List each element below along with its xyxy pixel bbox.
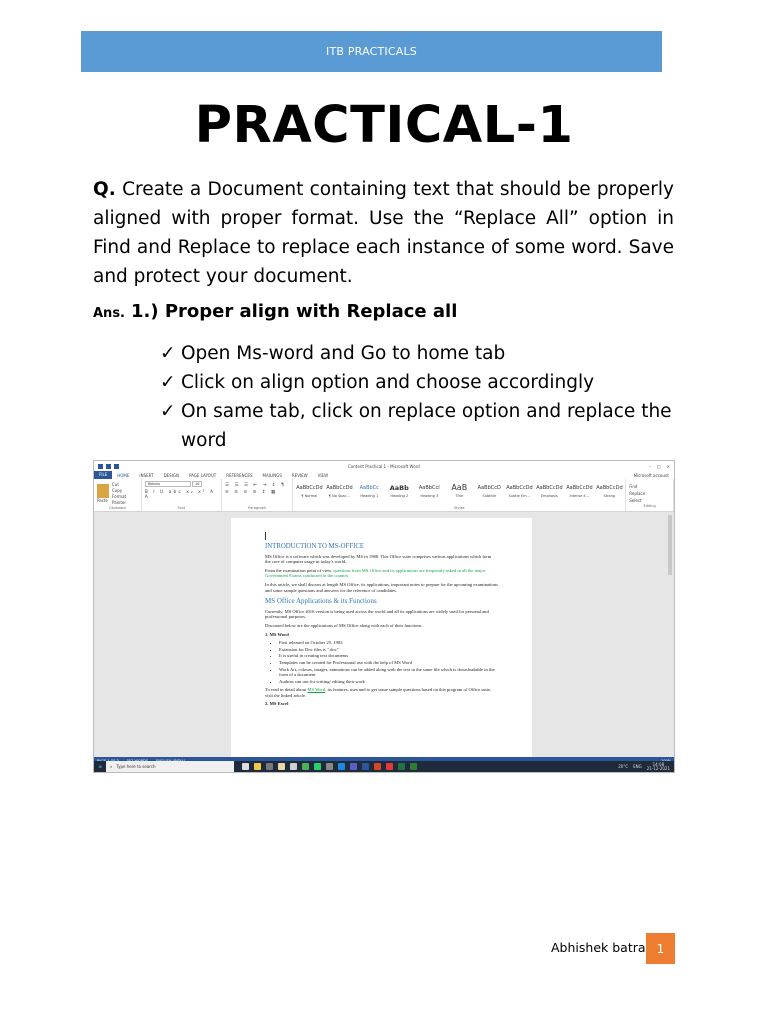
ribbon-tabs — [94, 471, 674, 479]
question-text: Create a Document containing text that should be properly aligned with proper format. Use the “Replace All” option in Find and Replace to replace each instance of some word. Save and protect your document. — [93, 179, 674, 287]
app-icon — [386, 763, 393, 770]
doc-bullet-list — [279, 640, 498, 684]
tab-insert: INSERT — [139, 472, 154, 478]
doc-bullet: • It is useful in creating text documents — [279, 653, 498, 659]
system-tray — [618, 763, 674, 771]
word-screenshot — [93, 460, 675, 773]
doc-paragraph — [265, 687, 498, 698]
doc-paragraph — [265, 568, 498, 579]
vertical-scrollbar — [668, 515, 672, 575]
page-title: PRACTICAL-1 — [194, 96, 574, 155]
font-group — [142, 479, 222, 511]
teams-icon — [350, 763, 357, 770]
doc-text: From the examination point of view, — [265, 567, 334, 573]
app-icon — [266, 763, 273, 770]
style-name: Subtle Em... — [508, 494, 530, 498]
taskbar-apps — [242, 763, 417, 770]
question-label: Q. — [93, 179, 116, 200]
tab-view: VIEW — [317, 472, 329, 478]
doc-bullet: • Templates can be created for Professional use with the help of MS Word — [279, 660, 498, 666]
paste-icon — [97, 484, 109, 498]
excel-icon — [398, 763, 405, 770]
taskbar-clock — [647, 763, 670, 771]
app-icon — [278, 763, 285, 770]
file-explorer-icon — [254, 763, 261, 770]
style-heading-2 — [386, 482, 412, 498]
style-subtitle — [476, 482, 502, 498]
step-text: Click on align option and choose accordingly — [181, 372, 595, 393]
tab-home: HOME — [117, 472, 130, 478]
app-icon — [290, 763, 297, 770]
doc-paragraph: Currently, MS Office 2016 version is being used across the world and all its applications are widely used for personal and professional purposes. — [265, 608, 489, 620]
cut-label: Cut — [112, 482, 119, 487]
style-sample: AaBbCcDd — [596, 485, 623, 491]
whatsapp-icon — [314, 763, 321, 770]
clock-time: 14:08 — [652, 761, 665, 767]
paragraph-group — [222, 479, 293, 511]
style-name: Emphasis — [540, 494, 558, 498]
doc-bullet: • First released on October 25, 1983 — [279, 640, 498, 646]
font-group-label: Font — [177, 506, 186, 510]
clock-date: 21-12-2021 — [646, 765, 670, 771]
chrome-icon — [302, 763, 309, 770]
style-heading-1 — [356, 482, 382, 498]
style-intense-emphasis — [566, 482, 592, 498]
search-icon: ⌕ — [110, 764, 113, 769]
app-icon — [326, 763, 333, 770]
footer-author: Abhishek batra — [551, 940, 646, 955]
style-title — [446, 482, 472, 498]
paragraph-group-label: Paragraph — [248, 506, 267, 510]
ribbon-home — [94, 479, 674, 512]
taskbar-search — [106, 761, 234, 772]
text-cursor — [265, 532, 266, 540]
align-buttons: ≡ ≡ ≡ ≡ ↕ ▦ — [225, 490, 278, 495]
step-item — [160, 397, 680, 455]
answer-label: Ans. — [93, 306, 125, 321]
style-name: Title — [455, 494, 464, 498]
clipboard-group-label: Clipboard — [109, 506, 126, 510]
tab-page-layout: PAGE LAYOUT — [188, 472, 217, 478]
steps-list — [160, 339, 680, 455]
style-name: Heading 3 — [420, 494, 439, 498]
style-name: Intense E... — [569, 494, 590, 498]
style-name: Heading 1 — [360, 494, 379, 498]
doc-bullet: • Authors can use for writing/ editing their work — [279, 679, 498, 685]
close-icon: ✕ — [666, 463, 670, 469]
window-controls — [649, 464, 670, 469]
select-button: Select — [629, 498, 642, 503]
style-heading-3 — [416, 482, 442, 498]
checkmark-icon: ✓ — [160, 372, 176, 393]
doc-text: , its features, uses and to get some sample questions based on this program of Office suite, visit the linked article. — [265, 687, 492, 698]
font-size-box: 16 — [192, 481, 202, 487]
doc-subheading: 2. MS Excel — [265, 701, 289, 707]
windows-start-icon: ⊞ — [98, 764, 102, 769]
page-number-badge: 1 — [646, 933, 675, 964]
list-buttons: ☰ ☰ ☰ ⇤ ⇥ ↕ ¶ — [225, 483, 286, 488]
checkmark-icon: ✓ — [160, 401, 176, 422]
style-sample: AaBbCcDd — [296, 485, 323, 491]
doc-paragraph: Discussed below are the applications of MS Office along with each of their functions. — [265, 622, 423, 628]
question-paragraph — [93, 175, 674, 291]
clipboard-group — [94, 479, 142, 511]
doc-highlight-text: questions from MS Office and its applications are frequently asked in all the major Government Exams conducted in the country. — [265, 567, 486, 579]
tab-references: REFERENCES — [226, 472, 253, 478]
save-icon — [106, 464, 111, 469]
doc-heading-2: MS Office Applications & its Functions — [265, 597, 377, 606]
answer-heading-text: 1.) Proper align with Replace all — [131, 301, 458, 322]
quick-access-toolbar — [98, 464, 119, 469]
header-text: ITB PRACTICALS — [326, 45, 417, 58]
minimize-icon: – — [648, 463, 651, 469]
style-name: Strong — [603, 494, 616, 498]
document-area — [94, 513, 674, 757]
tab-mailings: MAILINGS — [262, 472, 282, 478]
style-sample: AaBbCcI — [418, 485, 440, 491]
word-titlebar — [94, 461, 674, 471]
style-name: Heading 2 — [390, 494, 409, 498]
doc-paragraph: MS Office is a software which was developed by MS in 1988. This Office suite comprises various applications which form the core of computer usage in today's world. — [265, 553, 492, 565]
editing-group — [626, 479, 674, 511]
find-button: Find — [629, 484, 638, 489]
style-sample: AaBb — [389, 484, 409, 492]
font-name-box: Roboto — [145, 481, 191, 487]
word-logo-icon — [98, 464, 103, 469]
style-emphasis — [536, 482, 562, 498]
step-item — [160, 339, 680, 368]
style-name: Subtitle — [482, 494, 497, 498]
header-band — [81, 31, 662, 72]
style-no-spacing — [326, 482, 352, 498]
doc-paragraph: In this article, we shall discuss at length MS Office, its applications, important notes to prepare for the upcoming examinations and some sample questions and answers for the reference of candidates. — [265, 581, 498, 593]
paste-label: Paste — [97, 498, 108, 503]
doc-heading-1: INTRODUCTION TO MS-OFFICE — [265, 543, 365, 550]
windows-taskbar — [94, 761, 674, 772]
font-format-buttons: B I U abc x₂ x² A A — [144, 490, 216, 500]
edge-icon — [338, 763, 345, 770]
style-sample: AaBbCcD — [477, 485, 501, 491]
document-page — [231, 518, 532, 757]
style-sample: AaBbCcDd — [326, 485, 353, 491]
step-text: On same tab, click on replace option and replace the word — [181, 401, 672, 451]
tab-design: DESIGN — [163, 472, 179, 478]
maximize-icon: □ — [656, 463, 661, 469]
input-language: ENG — [633, 764, 642, 769]
word-app-icon — [362, 763, 369, 770]
style-name: ¶ No Spac... — [328, 494, 350, 498]
style-name: ¶ Normal — [301, 494, 318, 498]
taskbar-search-text: Type here to search — [116, 764, 156, 769]
style-sample: AaBbCcDd — [536, 485, 563, 491]
style-sample: AaBbCcDd — [506, 485, 533, 491]
styles-group-label: Styles — [453, 506, 465, 510]
doc-link: MS Word — [307, 687, 326, 693]
answer-heading — [93, 301, 457, 322]
copy-label: Copy — [112, 488, 123, 493]
format-painter-label: Format Painter — [112, 494, 127, 505]
step-text: Open Ms-word and Go to home tab — [181, 343, 506, 364]
replace-button: Replace — [629, 491, 646, 496]
style-sample: AaBbCc — [359, 485, 379, 491]
app-icon — [410, 763, 417, 770]
tab-review: REVIEW — [291, 472, 308, 478]
task-view-icon — [242, 763, 249, 770]
doc-subheading: 1. MS Word — [265, 631, 289, 637]
style-subtle-emphasis — [506, 482, 532, 498]
doc-bullet: • Work Art, colours, images, animations can be added along with the text in the same file which is downloadable in the form of a document — [279, 667, 498, 678]
checkmark-icon: ✓ — [160, 343, 176, 364]
style-strong — [596, 482, 622, 498]
styles-group — [293, 479, 626, 511]
style-sample: AaBbCcDd — [566, 485, 593, 491]
word-window-title: Content Practical 1 - Microsoft Word — [348, 463, 420, 469]
style-normal — [296, 482, 322, 498]
tab-file: FILE — [94, 471, 112, 479]
editing-group-label: Editing — [643, 504, 656, 508]
weather-temp: 20°C — [618, 764, 629, 769]
doc-text: To read in detail about — [265, 687, 308, 693]
step-item — [160, 368, 680, 397]
account-name: Microsoft account — [633, 472, 669, 478]
powerpoint-icon — [374, 763, 381, 770]
style-sample: AaB — [451, 483, 468, 492]
doc-bullet: • Extension for Doc files is ".doc" — [279, 647, 498, 653]
